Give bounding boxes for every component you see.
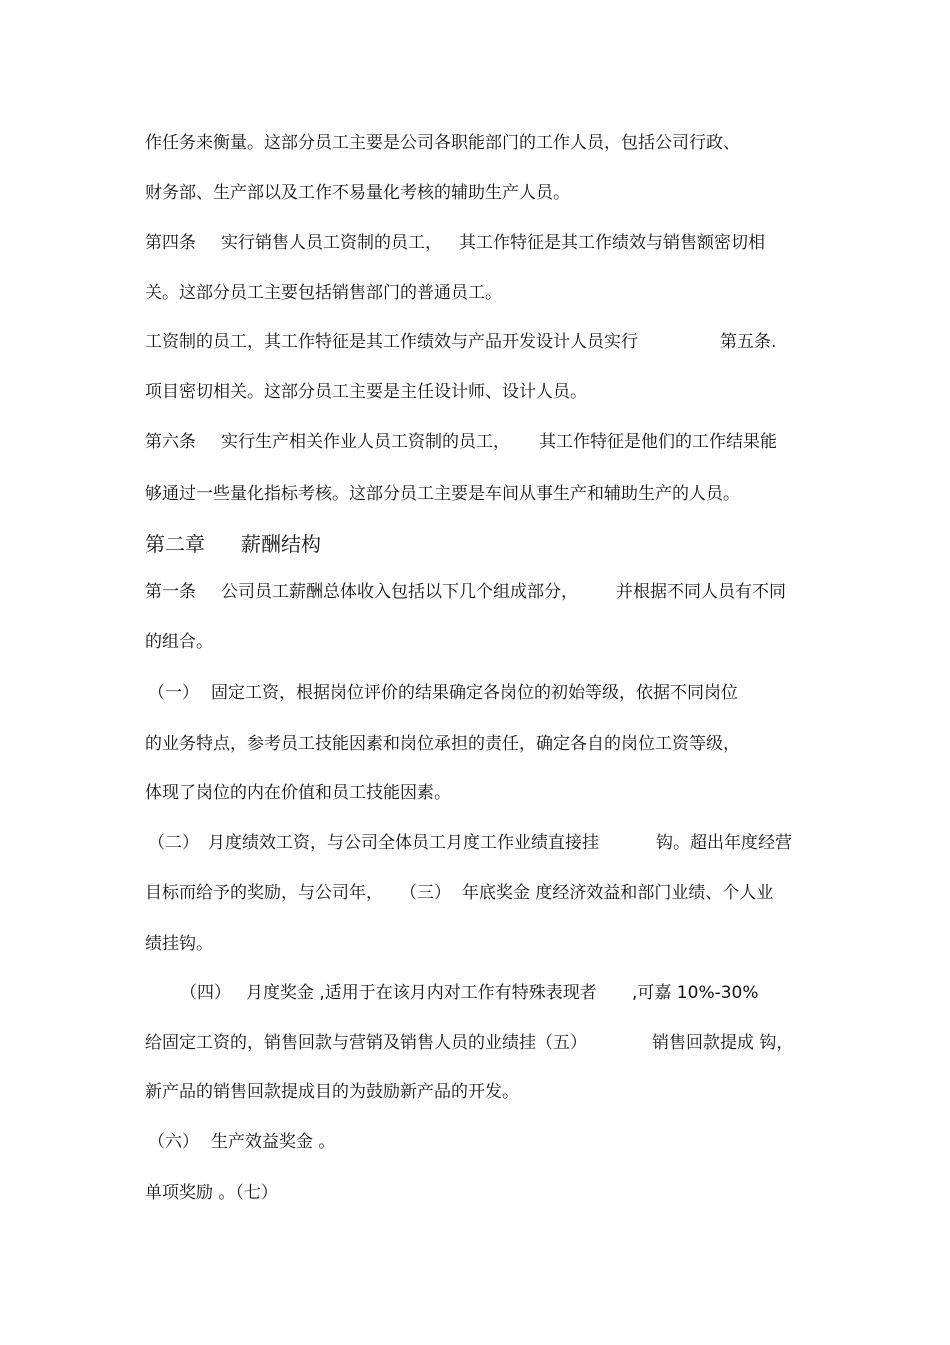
item-line <box>0 831 950 855</box>
text-segment: 够通过一些量化指标考核。这部分员工主要是车间从事生产和辅助生产的人员。 <box>145 484 740 504</box>
text-segment: 固定工资，根据岗位评价的结果确定各岗位的初始等级，依据不同岗位 <box>211 683 738 703</box>
text-segment: 关。这部分员工主要包括销售部门的普通员工。 <box>145 283 502 303</box>
text-line <box>0 781 950 805</box>
item-number: （三） <box>400 883 451 903</box>
text-segment: 的组合。 <box>145 632 213 652</box>
text-line <box>0 732 950 756</box>
text-segment: 的业务特点，参考员工技能因素和岗位承担的责任，确定各自的岗位工资等级， <box>145 734 740 754</box>
text-segment: 给固定工资的，销售回款与营销及销售人员的业绩挂（五） <box>145 1033 587 1053</box>
text-line <box>0 482 950 506</box>
item-line <box>0 1130 950 1154</box>
text-segment: 单项奖励 。（七） <box>145 1183 278 1203</box>
article-line <box>0 430 950 454</box>
article-number: 第四条 <box>145 233 196 253</box>
text-segment: 月度绩效工资，与公司全体员工月度工作业绩直接挂 <box>208 833 599 853</box>
text-line <box>0 1181 950 1205</box>
article-number: 第六条 <box>145 432 196 452</box>
text-line <box>0 330 950 354</box>
item-line <box>0 681 950 705</box>
item-number: （二） <box>148 833 199 853</box>
text-segment: 公司员工薪酬总体收入包括以下几个组成部分， <box>221 582 578 602</box>
text-segment: ,可嘉 10%-30% <box>632 983 759 1003</box>
text-segment: 目标而给予的奖励，与公司年， <box>145 883 383 903</box>
text-segment: 销售回款提成 钩， <box>652 1033 794 1053</box>
article-number: 第五条. <box>720 332 777 352</box>
text-segment: 并根据不同人员有不同 <box>616 582 786 602</box>
item-number: （四） <box>180 983 231 1003</box>
text-segment: 其工作特征是其工作绩效与销售额密切相 <box>459 233 765 253</box>
text-segment: 体现了岗位的内在价值和员工技能因素。 <box>145 783 451 803</box>
text-line <box>0 1031 950 1055</box>
text-segment: 实行销售人员工资制的员工， <box>221 233 442 253</box>
item-number: （六） <box>148 1132 199 1152</box>
text-segment: 财务部、生产部以及工作不易量化考核的辅助生产人员。 <box>145 183 570 203</box>
item-line <box>0 981 950 1005</box>
text-segment: 项目密切相关。这部分员工主要是主任设计师、设计人员。 <box>145 382 587 402</box>
text-line <box>0 281 950 305</box>
text-segment: 其工作特征是他们的工作结果能 <box>539 432 777 452</box>
text-line <box>0 630 950 654</box>
article-line <box>0 580 950 604</box>
text-line <box>0 380 950 404</box>
text-segment: 年底奖金 度经济效益和部门业绩、个人业 <box>462 883 774 903</box>
text-segment: 作任务来衡量。这部分员工主要是公司各职能部门的工作人员，包括公司行政、 <box>145 133 740 153</box>
text-segment: 绩挂钩。 <box>145 934 213 954</box>
text-segment: 月度奖金 ,适用于在该月内对工作有特殊表现者 <box>246 983 597 1003</box>
text-segment: 生产效益奖金 。 <box>211 1132 336 1152</box>
text-line <box>0 181 950 205</box>
text-line <box>0 932 950 956</box>
article-line <box>0 231 950 255</box>
text-segment: 工资制的员工，其工作特征是其工作绩效与产品开发设计人员实行 <box>145 332 638 352</box>
text-segment: 钩。超出年度经营 <box>656 833 792 853</box>
text-line <box>0 1080 950 1104</box>
article-number: 第一条 <box>145 582 196 602</box>
chapter-number: 第二章 <box>145 532 205 556</box>
chapter-heading <box>0 530 950 558</box>
text-line <box>0 881 950 905</box>
item-number: （一） <box>148 683 199 703</box>
text-segment: 新产品的销售回款提成目的为鼓励新产品的开发。 <box>145 1082 519 1102</box>
chapter-title: 薪酬结构 <box>241 532 321 556</box>
text-line <box>0 131 950 155</box>
text-segment: 实行生产相关作业人员工资制的员工， <box>221 432 510 452</box>
